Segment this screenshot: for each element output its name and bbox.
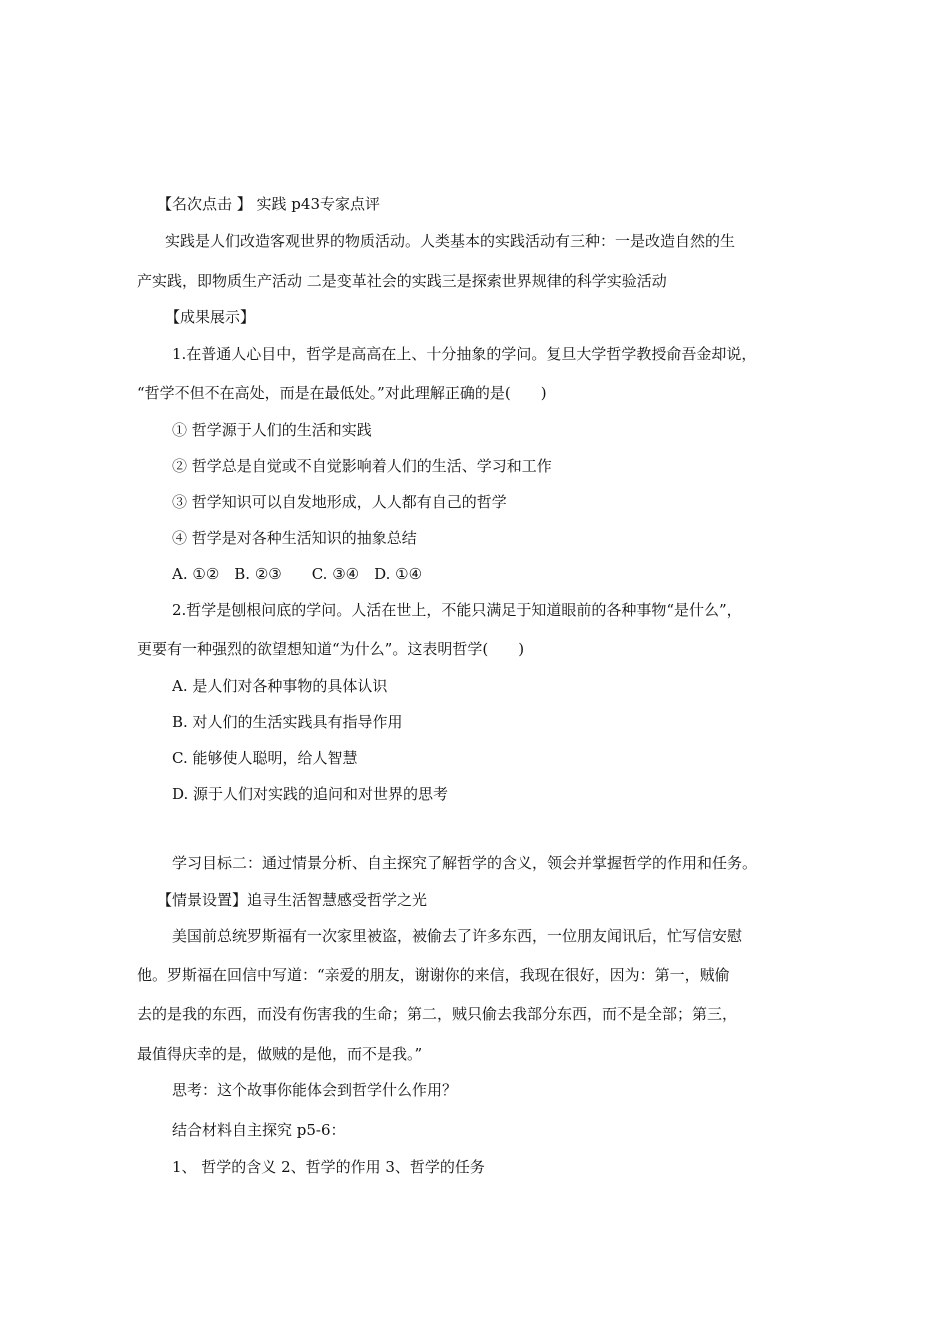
learning-goal-two: 学习目标二：通过情景分析、自主探究了解哲学的含义，领会并掌握哲学的作用和任务。	[172, 854, 758, 872]
scenario-heading: 【情景设置】追寻生活智慧感受哲学之光	[157, 891, 428, 909]
think-question: 思考：这个故事你能体会到哲学什么作用？	[172, 1081, 458, 1099]
question-2-option: D. 源于人们对实践的追问和对世界的思考	[172, 785, 449, 803]
question-1-item: ② 哲学总是自觉或不自觉影响着人们的生活、学习和工作	[172, 457, 552, 475]
explore-instruction: 结合材料自主探究 p5-6：	[172, 1121, 346, 1139]
practice-paragraph-line: 实践是人们改造客观世界的物质活动。人类基本的实践活动有三种：一是改造自然的生	[165, 232, 736, 250]
question-2-option: C. 能够使人聪明，给人智慧	[172, 749, 358, 767]
question-1-stem: “哲学不但不在高处，而是在最低处。”对此理解正确的是( )	[137, 384, 547, 402]
explore-tasks: 1、 哲学的含义 2、哲学的作用 3、哲学的任务	[172, 1158, 485, 1176]
question-2-option: A. 是人们对各种事物的具体认识	[172, 677, 388, 695]
story-line: 最值得庆幸的是，做贼的是他，而不是我。”	[137, 1045, 423, 1063]
question-2-option: B. 对人们的生活实践具有指导作用	[172, 713, 403, 731]
story-line: 美国前总统罗斯福有一次家里被盗，被偷去了许多东西，一位朋友闻讯后，忙写信安慰	[172, 927, 743, 945]
story-line: 他。罗斯福在回信中写道：“亲爱的朋友，谢谢你的来信，我现在很好，因为：第一，贼偷	[137, 966, 730, 984]
question-1-item: ④ 哲学是对各种生活知识的抽象总结	[172, 529, 417, 547]
question-1-stem: 1.在普通人心目中，哲学是高高在上、十分抽象的学问。复旦大学哲学教授俞吾金却说，	[172, 345, 757, 363]
practice-paragraph-line: 产实践，即物质生产活动 二是变革社会的实践三是探索世界规律的科学实验活动	[137, 272, 667, 290]
question-2-stem: 2.哲学是刨根问底的学问。人活在世上，不能只满足于知道眼前的各种事物“是什么”，	[172, 601, 742, 619]
question-1-item: ③ 哲学知识可以自发地形成，人人都有自己的哲学	[172, 493, 507, 511]
question-1-choices: A. ①② B. ②③ C. ③④ D. ①④	[172, 565, 423, 583]
results-heading: 【成果展示】	[165, 308, 256, 326]
question-2-stem: 更要有一种强烈的欲望想知道“为什么”。这表明哲学( )	[137, 640, 525, 658]
story-line: 去的是我的东西，而没有伤害我的生命；第二，贼只偷去我部分东西，而不是全部；第三，	[137, 1005, 738, 1023]
famous-point-line: 【名次点击 】 实践 p43专家点评	[157, 195, 380, 213]
question-1-item: ① 哲学源于人们的生活和实践	[172, 421, 372, 439]
